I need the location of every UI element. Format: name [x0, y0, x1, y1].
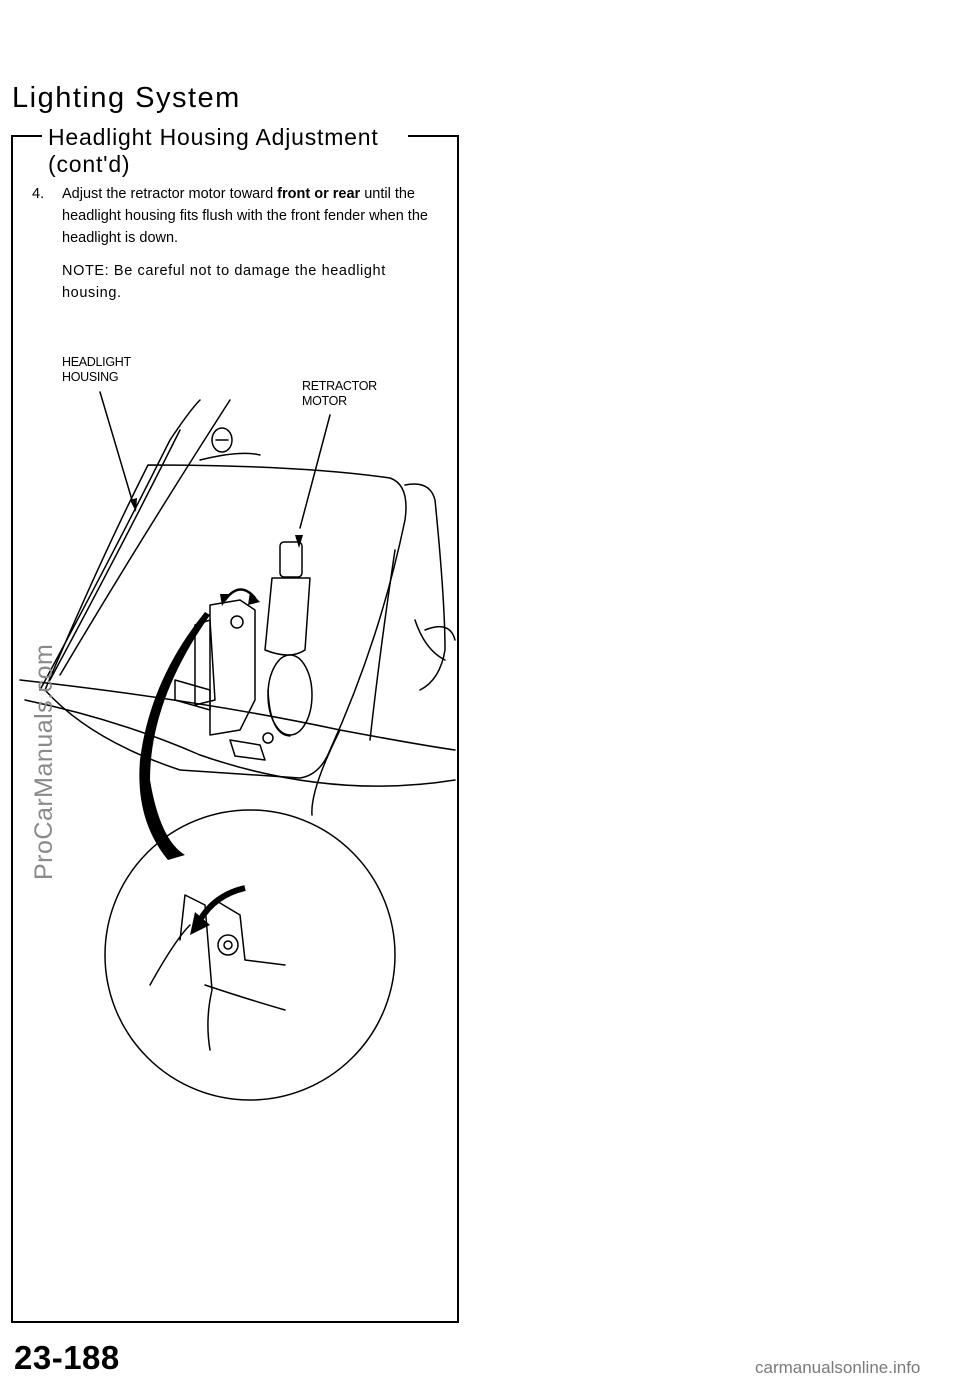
bumper-stop [212, 428, 232, 452]
section-title-line1: Headlight Housing Adjustment [48, 124, 379, 150]
step-text-before: Adjust the retractor motor toward [62, 186, 278, 202]
watermark-footer: carmanualsonline.info [755, 1358, 921, 1377]
front-fender [200, 453, 455, 740]
callout-motor-line1: RETRACTOR [302, 379, 377, 393]
section-title-line2: (cont'd) [48, 151, 131, 177]
car-body-outline [20, 400, 455, 815]
mounting-bracket [175, 600, 273, 760]
retractor-motor [265, 542, 312, 736]
leader-line-housing [100, 392, 132, 500]
detail-leader [139, 612, 210, 860]
page-title: Lighting System [12, 82, 241, 114]
step-text-after: until the headlight housing fits flush with the front fender when the headlight is down. [62, 186, 428, 246]
callout-headlight-line2: HOUSING [62, 370, 119, 384]
page-number: 23-188 [14, 1339, 120, 1376]
callout-motor-line2: MOTOR [302, 394, 347, 408]
detail-bracket [150, 895, 285, 1050]
callout-headlight-line1: HEADLIGHT [62, 355, 131, 369]
headlight-housing-lid [45, 465, 406, 778]
watermark-side: ProCarManuals.com [30, 643, 58, 880]
step-number: 4. [32, 186, 45, 202]
step-direction: front or rear [277, 186, 361, 202]
step-note: NOTE: Be careful not to damage the headlight housing. [62, 263, 386, 301]
detail-circle [105, 810, 395, 1100]
